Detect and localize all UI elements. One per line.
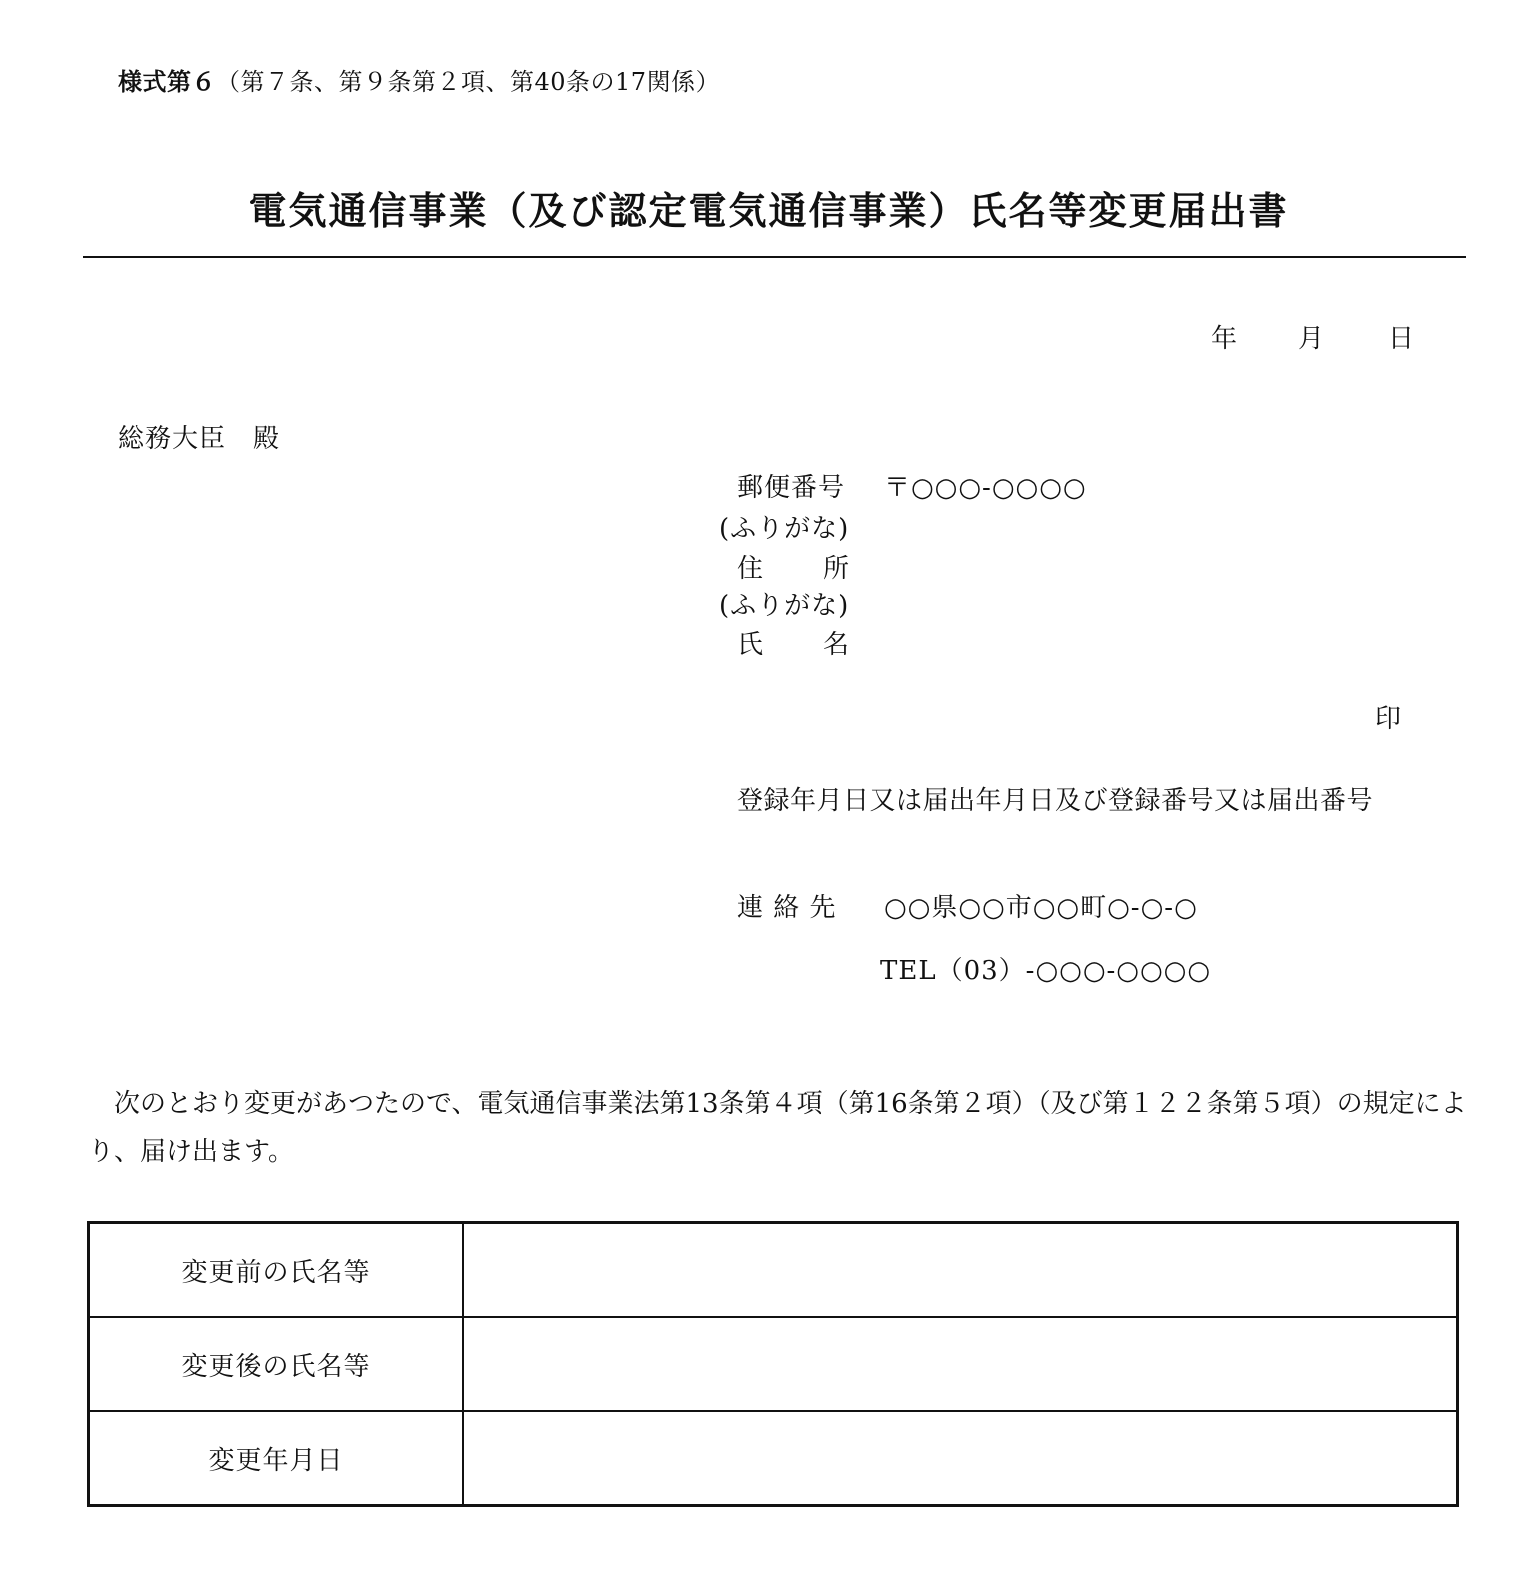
addressee: 総務大臣 殿 [118,424,281,454]
table-row-value-input[interactable] [463,1317,1458,1411]
contact-telephone: TEL（03）-○○○-○○○○ [880,956,1212,986]
table-row-label: 変更前の氏名等 [89,1223,464,1318]
address-label-char-1: 住 [737,554,765,584]
table-row-value-input[interactable] [463,1411,1458,1506]
change-details-table [87,1221,1459,1507]
table-row-value-input[interactable] [463,1223,1458,1318]
furigana-address-label: (ふりがな) [719,514,850,544]
date-day-label: 日 [1388,324,1415,354]
title-divider [83,256,1466,258]
date-month-label: 月 [1298,324,1325,354]
table-row-label: 変更年月日 [89,1411,464,1506]
contact-label: 連 絡 先 [737,893,837,923]
furigana-name-label: (ふりがな) [719,591,850,621]
document-title: 電気通信事業（及び認定電気通信事業）氏名等変更届出書 [248,189,1289,233]
postal-code-label: 郵便番号 [737,473,846,503]
name-label-char-2: 名 [823,630,851,660]
name-label-char-1: 氏 [737,630,765,660]
seal-mark: 印 [1375,704,1402,734]
postal-code-value: 〒○○○-○○○○ [884,473,1087,503]
table-row [89,1411,1458,1506]
form-reference [118,62,720,97]
table-row [89,1223,1458,1318]
form-relation: （第７条、第９条第２項、第40条の17関係） [216,68,721,96]
table-row-label: 変更後の氏名等 [89,1317,464,1411]
table-row [89,1317,1458,1411]
form-number: 様式第６ [118,68,216,96]
notification-body-text: 次のとおり変更があつたので、電気通信事業法第13条第４項（第16条第２項）（及び第１２２条第５項）の規定により、届け出ます。 [88,1089,1467,1167]
registration-info-label: 登録年月日又は届出年月日及び登録番号又は届出番号 [737,786,1374,816]
address-label-char-2: 所 [823,554,851,584]
date-year-label: 年 [1211,324,1238,354]
contact-address: ○○県○○市○○町○-○-○ [884,893,1198,923]
